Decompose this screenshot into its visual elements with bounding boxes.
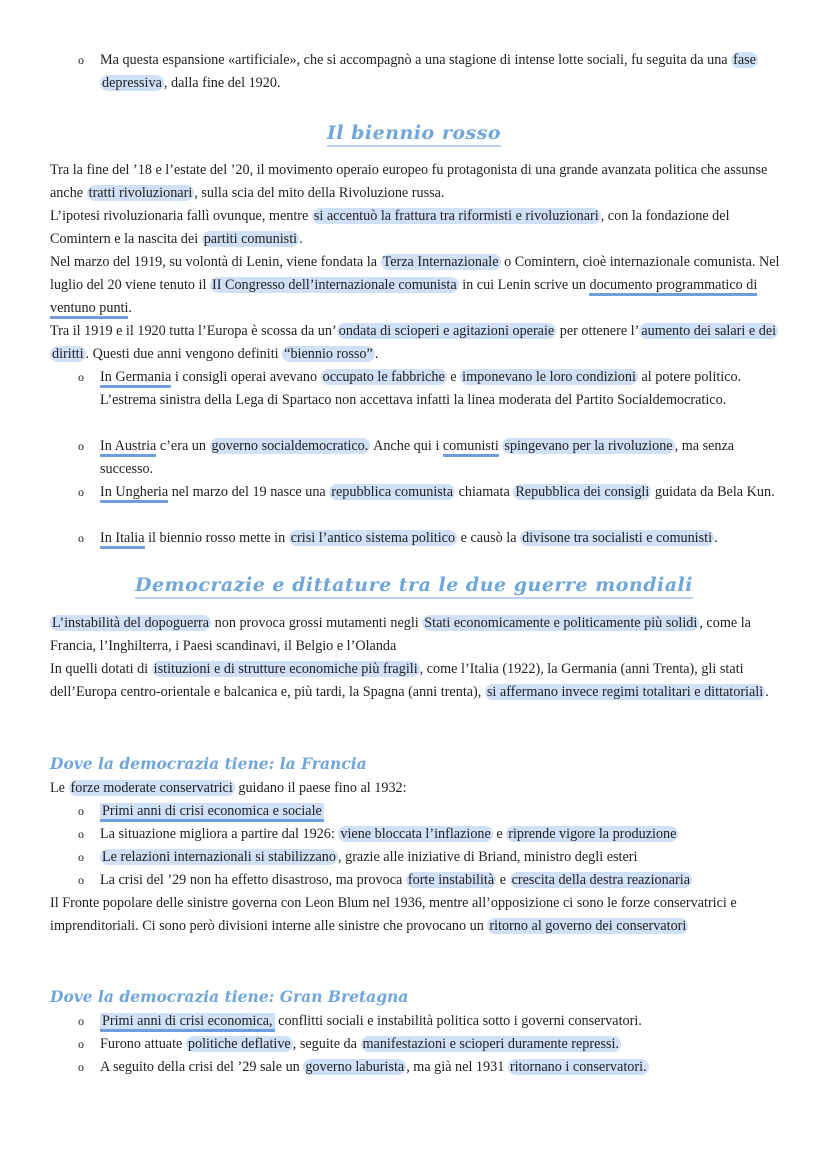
subsection-title-francia: Dove la democrazia tiene: la Francia — [50, 754, 367, 773]
bullet-marker: o — [78, 804, 84, 818]
section-title-democrazie-dittature: Democrazie e dittature tra le due guerre mondiali — [0, 574, 828, 596]
list-item — [78, 1033, 778, 1056]
list-item-text: La crisi del ’29 non ha effetto disastroso, ma provoca forte instabilità e crescita della destra reazionaria — [100, 872, 690, 888]
bullet-marker: o — [78, 439, 84, 453]
bullet-marker: o — [78, 850, 84, 864]
paragraph: Le forze moderate conservatrici guidano il paese fino al 1932: — [50, 780, 407, 796]
list-item-text: Primi anni di crisi economica, conflitti sociali e instabilità politica sotto i governi conservatori. — [100, 1010, 778, 1033]
list-item — [78, 481, 778, 504]
bullet-marker: o — [78, 873, 84, 887]
list-item-text: In Austria c’era un governo socialdemocratico. Anche qui i comunisti spingevano per la rivoluzione , ma senza successo. — [100, 438, 735, 477]
list-item — [78, 1010, 778, 1033]
list-item-text: Ma questa espansione «artificiale», che si accompagnò a una stagione di intense lotte sociali, fu seguita da una fase depressiva , dalla fine del 1920. — [100, 52, 756, 91]
list-item-text: In Germania i consigli operai avevano occupato le fabbriche e imponevano le loro condizioni al potere politico. L’estrema sinistra della Lega di Spartaco non accettava infatti la linea moderata del Partito Socialdemocratico. — [100, 369, 742, 408]
bullet-marker: o — [78, 1037, 84, 1051]
paragraph: L’ipotesi rivoluzionaria fallì ovunque, mentre si accentuò la frattura tra riformisti e rivoluzionari , con la fondazione del Comintern e la nascita dei partiti comunisti . — [50, 208, 730, 247]
list-item — [78, 435, 778, 481]
paragraph: Tra il 1919 e il 1920 tutta l’Europa è scossa da un’ ondata di scioperi e agitazioni operaie per ottenere l’ aumento dei salari e dei diritti . Questi due anni vengono definiti “biennio rosso” . — [50, 323, 777, 362]
list-item — [78, 869, 778, 892]
bullet-marker: o — [78, 485, 84, 499]
subsection-title-gran-bretagna: Dove la democrazia tiene: Gran Bretagna — [50, 987, 409, 1006]
list-item — [78, 823, 778, 846]
bullet-marker: o — [78, 53, 84, 67]
section-title-biennio-rosso: Il biennio rosso — [0, 122, 828, 144]
list-item — [78, 49, 778, 95]
paragraph: Nel marzo del 1919, su volontà di Lenin, viene fondata la Terza Internazionale o Comintern, cioè internazionale comunista. Nel luglio del 20 viene tenuto il II Congresso dell’internazionale comunista in cui Lenin scrive un documento programmatico di ventuno punti. — [50, 251, 780, 320]
bullet-marker: o — [78, 1060, 84, 1074]
bullet-marker: o — [78, 531, 84, 545]
paragraph: Il Fronte popolare delle sinistre governa con Leon Blum nel 1936, mentre all’opposizione ci sono le forze conservatrici e imprenditoriali. Ci sono però divisioni interne alle sinistre che provocano un ritorno al governo dei conservatori — [50, 895, 737, 934]
bullet-marker: o — [78, 827, 84, 841]
list-item — [78, 846, 778, 869]
bullet-marker: o — [78, 1014, 84, 1028]
paragraph: Tra la fine del ’18 e l’estate del ’20, il movimento operaio europeo fu protagonista di una grande avanzata politica che assunse anche tratti rivoluzionari , sulla scia del mito della Rivoluzione russa. — [50, 162, 768, 201]
list-item-text: In Ungheria nel marzo del 19 nasce una repubblica comunista chiamata Repubblica dei consigli guidata da Bela Kun. — [100, 481, 778, 504]
list-item-text: In Italia il biennio rosso mette in crisi l’antico sistema politico e causò la divisone tra socialisti e comunisti . — [100, 527, 778, 550]
list-item-text: A seguito della crisi del ’29 sale un governo laburista , ma già nel 1931 ritornano i conservatori. — [100, 1059, 647, 1075]
list-item-text: Primi anni di crisi economica e sociale — [100, 800, 778, 823]
list-item — [78, 800, 778, 823]
list-item-text: Le relazioni internazionali si stabilizzano , grazie alle iniziative di Briand, ministro degli esteri — [102, 849, 638, 865]
list-item — [78, 366, 778, 412]
list-item-text: La situazione migliora a partire dal 1926: viene bloccata l’inflazione e riprende vigore la produzione — [100, 826, 677, 842]
paragraph: In quelli dotati di istituzioni e di strutture economiche più fragili , come l’Italia (1922), la Germania (anni Trenta), gli stati dell’Europa centro-orientale e balcanica e, più tardi, la Spagna (anni trenta), si affermano invece regimi totalitari e dittatoriali . — [50, 661, 769, 700]
bullet-marker: o — [78, 370, 84, 384]
paragraph: L’instabilità del dopoguerra non provoca grossi mutamenti negli Stati economicamente e politicamente più solidi , come la Francia, l’Inghilterra, i Paesi scandinavi, il Belgio e l’Olanda — [50, 615, 751, 654]
list-item — [78, 1056, 778, 1079]
list-item-text: Furono attuate politiche deflative , seguite da manifestazioni e scioperi duramente repressi. — [100, 1036, 619, 1052]
list-item — [78, 527, 778, 550]
